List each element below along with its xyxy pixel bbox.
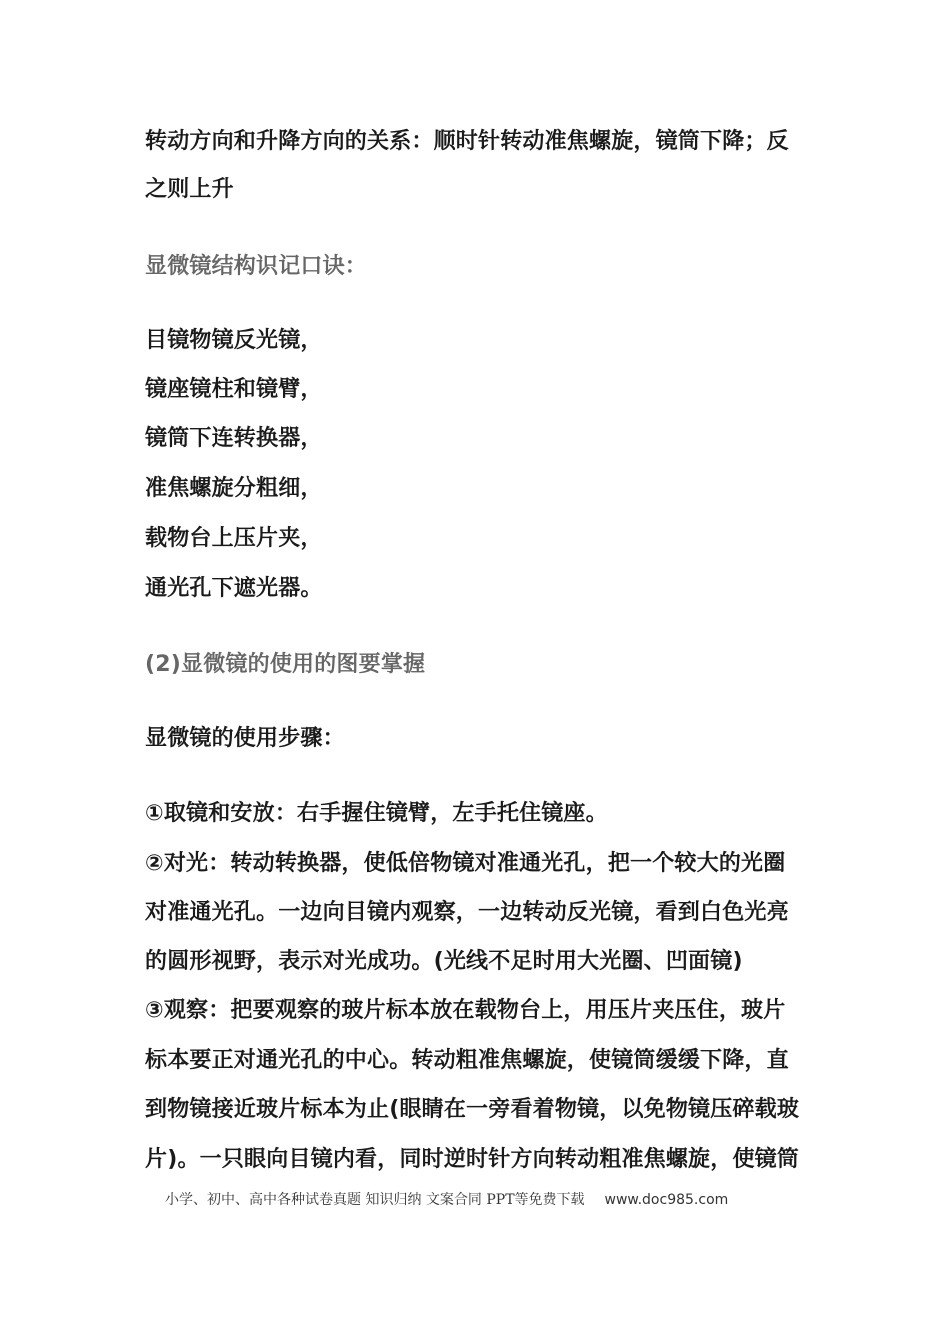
steps-line: 的圆形视野，表示对光成功。(光线不足时用大光圈、凹面镜) (145, 949, 743, 974)
mnemonic-line: 目镜物镜反光镜， (145, 328, 323, 353)
mnemonic-line: 镜筒下连转换器， (145, 426, 323, 451)
steps-heading: 显微镜的使用步骤： (145, 726, 345, 751)
steps-line: 对准通光孔。一边向目镜内观察，一边转动反光镜，看到白色光亮 (145, 900, 789, 925)
steps-line: ②对光：转动转换器，使低倍物镜对准通光孔，把一个较大的光圈 (145, 851, 786, 876)
steps-line: 片)。一只眼向目镜内看，同时逆时针方向转动粗准焦螺旋，使镜筒 (145, 1147, 800, 1172)
section-heading: (2)显微镜的使用的图要掌握 (145, 652, 426, 677)
mnemonic-line: 准焦螺旋分粗细， (145, 476, 323, 501)
mnemonic-heading: 显微镜结构识记口诀： (145, 254, 368, 279)
steps-line: ①取镜和安放：右手握住镜臂，左手托住镜座。 (145, 801, 608, 826)
footer-site-link[interactable]: www.doc985.com (604, 1192, 729, 1208)
relation-line-1: 转动方向和升降方向的关系：顺时针转动准焦螺旋，镜筒下降；反 (145, 129, 789, 154)
mnemonic-line: 镜座镜柱和镜臂， (145, 377, 323, 402)
mnemonic-line: 通光孔下遮光器。 (145, 576, 323, 601)
page-footer (165, 1190, 805, 1210)
footer-text: 小学、初中、高中各种试卷真题 知识归纳 文案合同 PPT等免费下载 (165, 1192, 585, 1208)
steps-line: 到物镜接近玻片标本为止(眼睛在一旁看着物镜，以免物镜压碎载玻 (145, 1097, 800, 1122)
mnemonic-line: 载物台上压片夹， (145, 526, 323, 551)
steps-line: ③观察：把要观察的玻片标本放在载物台上，用压片夹压住，玻片 (145, 998, 786, 1023)
relation-line-2: 之则上升 (145, 177, 234, 202)
steps-line: 标本要正对通光孔的中心。转动粗准焦螺旋，使镜筒缓缓下降，直 (145, 1048, 789, 1073)
